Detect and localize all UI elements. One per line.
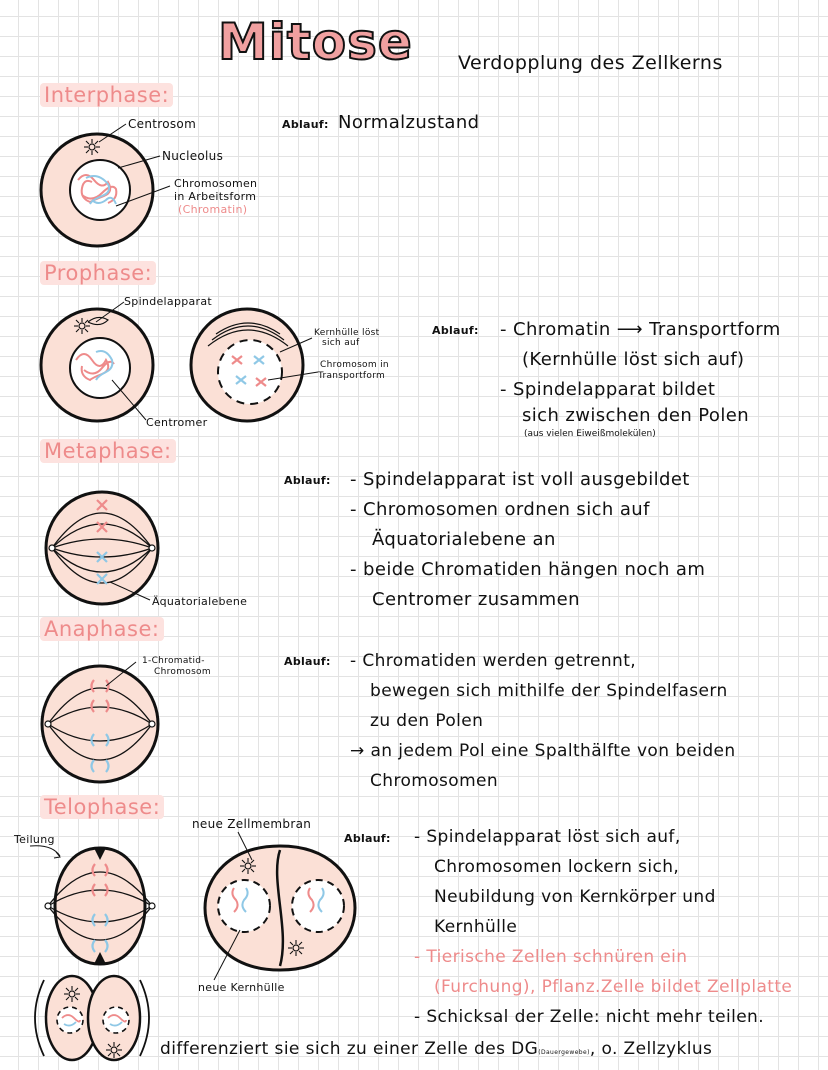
interphase-heading (40, 82, 173, 108)
page-subtitle: Verdopplung des Zellkerns (458, 52, 723, 74)
anaphase-line-4: → an jedem Pol eine Spalthälfte von beiden (350, 741, 736, 761)
interphase-cell (41, 134, 153, 246)
prophase-label-centromer: Centromer (146, 416, 208, 429)
prophase-line-1: - Chromatin ⟶ Transportform (500, 319, 781, 340)
metaphase-line-1: - Spindelapparat ist voll ausgebildet (350, 469, 690, 490)
anaphase-line-3: zu den Polen (370, 711, 484, 731)
prophase-line-3: - Spindelapparat bildet (500, 379, 716, 400)
telophase-label-neue-kernhuelle: neue Kernhülle (198, 981, 285, 994)
anaphase-line-1: - Chromatiden werden getrennt, (350, 651, 637, 671)
prophase-label-chromosom-1: Chromosom in (320, 360, 389, 370)
anaphase-label-chromatid-1: 1-Chromatid- (142, 656, 205, 666)
metaphase-line-3: Äquatorialebene an (372, 529, 556, 550)
metaphase-label-aequatorialebene: Äquatorialebene (152, 595, 248, 608)
telophase-cell-3 (35, 976, 149, 1060)
interphase-label-chromosomen: Chromosomen (174, 177, 258, 190)
prophase-cell-2 (191, 309, 303, 421)
prophase-label-spindelapparat: Spindelapparat (124, 295, 213, 308)
telophase-label-teilung: Teilung (14, 833, 55, 846)
anaphase-heading-text: Anaphase: (40, 617, 164, 641)
prophase-line-4: sich zwischen den Polen (522, 405, 750, 426)
interphase-label-centrosom: Centrosom (128, 117, 197, 131)
interphase-ablauf-label: Ablauf: (282, 118, 329, 131)
prophase-heading-text: Prophase: (40, 261, 156, 285)
telophase-cell-1 (30, 846, 155, 964)
prophase-label-kernhuelle-2: sich auf (322, 338, 360, 348)
page-title: Mitose (218, 13, 413, 71)
telophase-line-2: Chromosomen lockern sich, (434, 857, 680, 877)
telophase-ablauf-label: Ablauf: (344, 832, 391, 845)
telophase-heading-text: Telophase: (40, 795, 164, 819)
interphase-label-chromatin: (Chromatin) (178, 203, 248, 216)
metaphase-heading-text: Metaphase: (40, 439, 176, 463)
anaphase-heading (40, 616, 164, 642)
anaphase-line-2: bewegen sich mithilfe der Spindelfasern (370, 681, 728, 701)
anaphase-line-5: Chromosomen (370, 771, 499, 791)
telophase-bottom-text-2: , o. Zellzyklus (589, 1039, 713, 1059)
anaphase-ablauf-text (350, 646, 736, 796)
telophase-bottom-small: (Dauergewebe) (538, 1049, 590, 1056)
metaphase-ablauf-text (350, 465, 705, 615)
interphase-ablauf-text: Normalzustand (338, 112, 480, 133)
metaphase-ablauf-label: Ablauf: (284, 474, 331, 487)
telophase-cell-2 (205, 832, 355, 980)
telophase-heading (40, 794, 164, 820)
telophase-line-1: - Spindelapparat löst sich auf, (414, 827, 681, 847)
telophase-label-neue-zellmembran: neue Zellmembran (192, 817, 312, 831)
telophase-fate-line: - Schicksal der Zelle: nicht mehr teilen. (414, 1007, 765, 1027)
telophase-bottom-text-1: differenziert sie sich zu einer Zelle des DG (160, 1039, 539, 1059)
telophase-pink-line-1: - Tierische Zellen schnüren ein (414, 947, 688, 967)
anaphase-ablauf-label: Ablauf: (284, 655, 331, 668)
prophase-label-chromosom-2: Transportform (318, 371, 386, 381)
telophase-line-3: Neubildung von Kernkörper und (434, 887, 716, 907)
interphase-heading-text: Interphase: (40, 83, 173, 107)
telophase-pink-line-2: (Furchung), Pflanz.Zelle bildet Zellplatte (434, 977, 793, 997)
telophase-bottom-line (160, 1034, 712, 1068)
anaphase-cell (42, 662, 158, 782)
prophase-ablauf-text (500, 315, 781, 427)
telophase-line-4: Kernhülle (434, 917, 518, 937)
metaphase-line-5: Centromer zusammen (372, 589, 580, 610)
interphase-label-arbeitsform: in Arbeitsform (174, 190, 257, 203)
telophase-ablauf-text (414, 822, 792, 1032)
metaphase-cell (46, 492, 158, 604)
prophase-heading (40, 260, 156, 286)
prophase-note: (aus vielen Eiweißmolekülen) (524, 429, 656, 439)
metaphase-line-2: - Chromosomen ordnen sich auf (350, 499, 650, 520)
prophase-label-kernhuelle-1: Kernhülle löst (314, 328, 380, 338)
metaphase-heading (40, 438, 176, 464)
prophase-line-2: (Kernhülle löst sich auf) (522, 349, 745, 370)
metaphase-line-4: - beide Chromatiden hängen noch am (350, 559, 706, 580)
prophase-ablauf-label: Ablauf: (432, 324, 479, 337)
interphase-label-nucleolus: Nucleolus (162, 149, 224, 163)
anaphase-label-chromatid-2: Chromosom (154, 667, 211, 677)
prophase-cell-1 (41, 309, 153, 421)
